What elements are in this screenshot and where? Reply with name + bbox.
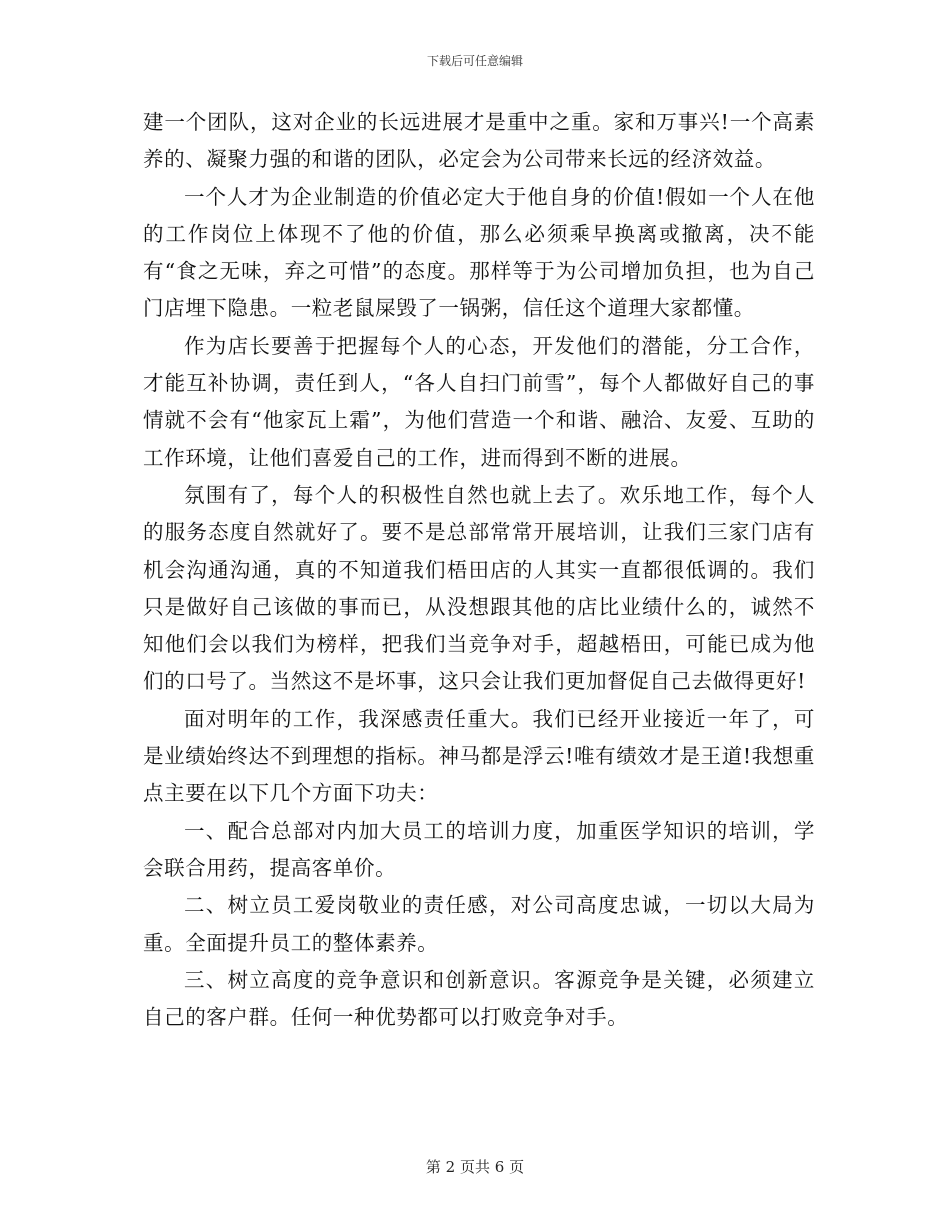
paragraph-next-year: 面对明年的工作，我深感责任重大。我们已经开业接近一年了，可是业绩始终达不到理想的指标。神马都是浮云!唯有绩效才是王道!我想重点主要在以下几个方面下功夫： — [143, 706, 815, 806]
page-header: 下载后可任意编辑 — [426, 54, 523, 68]
page-number: 第 2 页共 6 页 — [425, 1158, 525, 1176]
document-body — [143, 104, 815, 1036]
paragraph-continuation: 建一个团队，这对企业的长远进展才是重中之重。家和万事兴!一个高素养的、凝聚力强的和谐的团队，必定会为公司带来长远的经济效益。 — [143, 110, 815, 172]
list-item-3: 三、树立高度的竞争意识和创新意识。客源竞争是关键，必须建立自己的客户群。任何一种优势都可以打败竞争对手。 — [143, 967, 815, 1030]
list-item-1: 一、配合总部对内加大员工的培训力度，加重医学知识的培训，学会联合用药，提高客单价。 — [143, 818, 815, 880]
list-item-2: 二、树立员工爱岗敬业的责任感，对公司高度忠诚，一切以大局为重。全面提升员工的整体素养。 — [143, 893, 815, 955]
paragraph-talent-value: 一个人才为企业制造的价值必定大于他自身的价值!假如一个人在他的工作岗位上体现不了他的价值，那么必须乘早换离或撤离，决不能有“食之无味，弃之可惜”的态度。那样等于为公司增加负担，也为自己门店埋下隐患。一粒老鼠屎毁了一锅粥，信任这个道理大家都懂。 — [143, 184, 815, 321]
paragraph-atmosphere: 氛围有了，每个人的积极性自然也就上去了。欢乐地工作，每个人的服务态度自然就好了。要不是总部常常开展培训，让我们三家门店有机会沟通沟通，真的不知道我们梧田店的人其实一直都很低调的。我们只是做好自己该做的事而已，从没想跟其他的店比业绩什么的，诚然不知他们会以我们为榜样，把我们当竞争对手，超越梧田，可能已成为他们的口号了。当然这不是坏事，这只会让我们更加督促自己去做得更好! — [143, 482, 815, 694]
paragraph-store-manager: 作为店长要善于把握每个人的心态，开发他们的潜能，分工合作，才能互补协调，责任到人，“各人自扫门前雪”，每个人都做好自己的事情就不会有“他家瓦上霜”，为他们营造一个和谐、融洽、友爱、互助的工作环境，让他们喜爱自己的工作，进而得到不断的进展。 — [143, 333, 815, 470]
